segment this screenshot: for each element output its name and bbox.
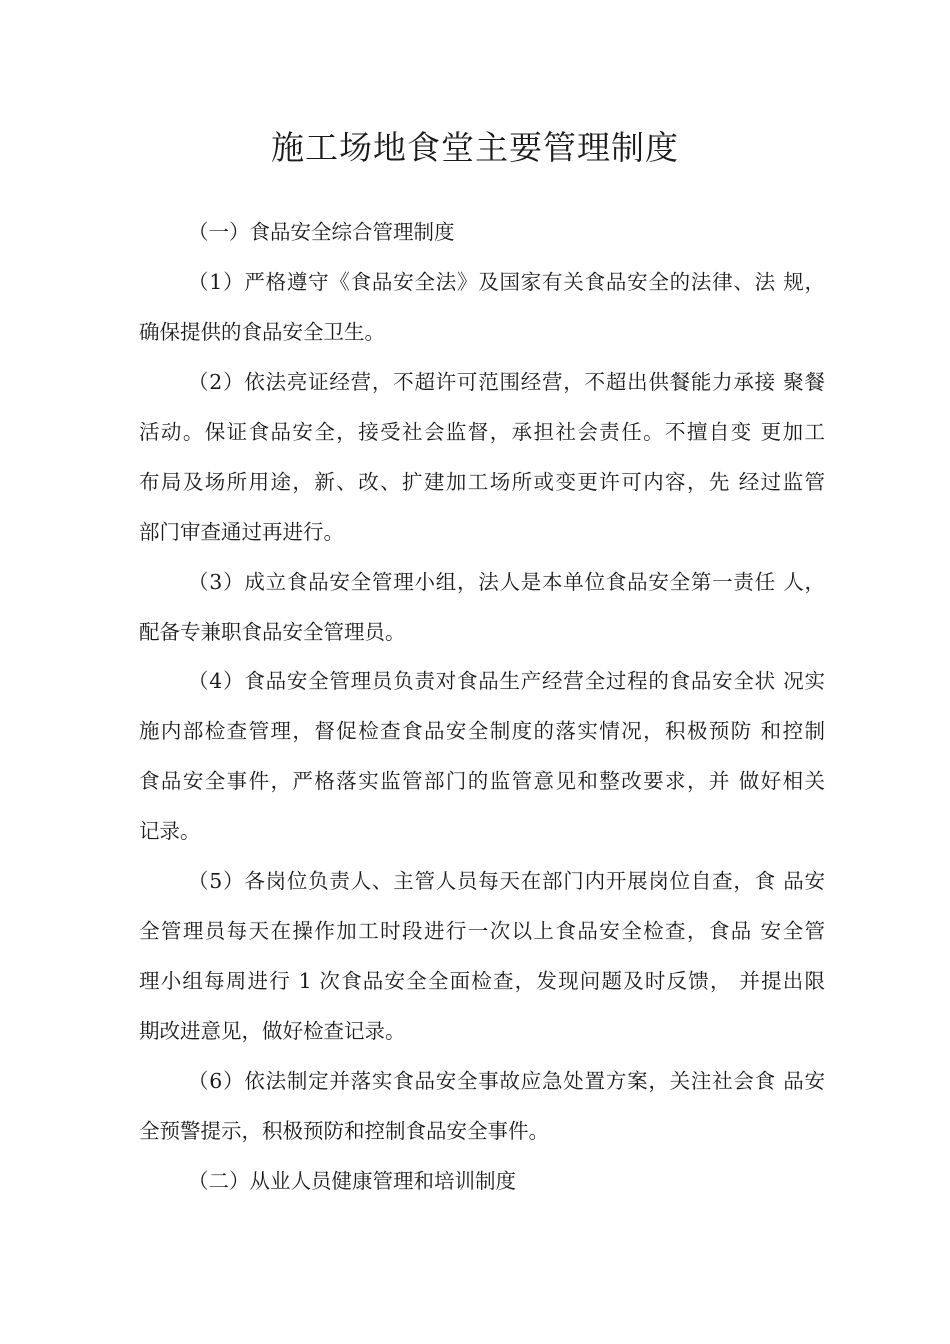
section-heading-2: （二）从业人员健康管理和培训制度 bbox=[188, 1169, 516, 1193]
paragraph-line: 布局及场所用途，新、改、扩建加工场所或变更许可内容，先 经过监管 bbox=[139, 470, 825, 494]
paragraph-line: 全预警提示，积极预防和控制食品安全事件。 bbox=[139, 1119, 549, 1143]
paragraph-line: 部门审查通过再进行。 bbox=[139, 520, 344, 544]
paragraph-line: 全管理员每天在操作加工时段进行一次以上食品安全检查，食品 安全管 bbox=[139, 919, 825, 943]
paragraph-line: 确保提供的食品安全卫生。 bbox=[139, 320, 385, 344]
paragraph-line: （6）依法制定并落实食品安全事故应急处置方案，关注社会食 品安 bbox=[188, 1069, 825, 1093]
paragraph-line: 施内部检查管理，督促检查食品安全制度的落实情况，积极预防 和控制 bbox=[139, 719, 825, 743]
document-title: 施工场地食堂主要管理制度 bbox=[271, 128, 679, 167]
paragraph-line: 活动。保证食品安全，接受社会监督，承担社会责任。不擅自变 更加工 bbox=[139, 420, 825, 444]
paragraph-line: 记录。 bbox=[139, 819, 201, 843]
paragraph-line: （1）严格遵守《食品安全法》及国家有关食品安全的法律、法 规， bbox=[188, 270, 825, 294]
paragraph-line: 配备专兼职食品安全管理员。 bbox=[139, 620, 406, 644]
paragraph-line: 食品安全事件，严格落实监管部门的监管意见和整改要求，并 做好相关 bbox=[139, 769, 825, 793]
paragraph-line: （5）各岗位负责人、主管人员每天在部门内开展岗位自查，食 品安 bbox=[188, 869, 825, 893]
paragraph-line: （4）食品安全管理员负责对食品生产经营全过程的食品安全状 况实 bbox=[188, 669, 825, 693]
paragraph-line: 期改进意见，做好检查记录。 bbox=[139, 1019, 406, 1043]
paragraph-line: （2）依法亮证经营，不超许可范围经营，不超出供餐能力承接 聚餐 bbox=[188, 370, 825, 394]
paragraph-line: （3）成立食品安全管理小组，法人是本单位食品安全第一责任 人， bbox=[188, 570, 825, 594]
section-heading-1: （一）食品安全综合管理制度 bbox=[188, 220, 455, 244]
paragraph-line: 理小组每周进行 1 次食品安全全面检查，发现问题及时反馈， 并提出限 bbox=[139, 969, 825, 993]
